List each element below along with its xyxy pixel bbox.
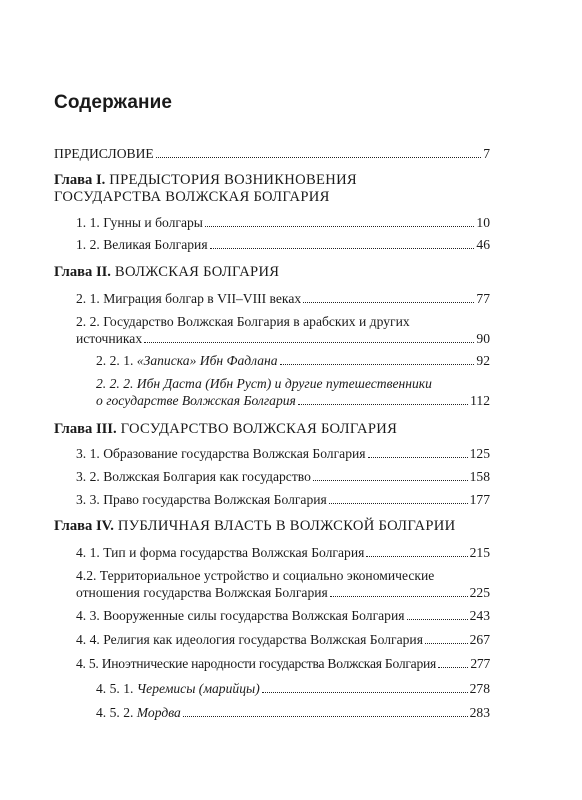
entry-label: 4. 1. Тип и форма государства Волжская Болгария <box>76 545 365 560</box>
page-number: 277 <box>470 656 490 671</box>
chapter-prefix: Глава III. <box>54 421 117 437</box>
chapter-2-heading[interactable] <box>54 264 279 281</box>
toc-entry-1-2[interactable] <box>76 236 490 253</box>
page-number: 112 <box>470 393 490 408</box>
toc-entry-2-2-line1[interactable]: 2. 2. Государство Волжская Болгария в арабских и других <box>76 314 410 329</box>
dot-leader <box>329 503 468 504</box>
toc-entry-4-2-line1[interactable]: 4.2. Территориальное устройство и социально экономические <box>76 568 435 583</box>
toc-entry-3-1[interactable] <box>76 445 490 462</box>
chapter-1-heading-line2: ГОСУДАРСТВА ВОЛЖСКАЯ БОЛГАРИЯ <box>54 189 330 205</box>
entry-label: 4. 4. Религия как идеология государства Волжская Болгария <box>76 632 423 647</box>
chapter-title: ПУБЛИЧНАЯ ВЛАСТЬ В ВОЛЖСКОЙ БОЛГАРИИ <box>113 518 456 534</box>
entry-label: о государстве Волжская Болгария <box>96 393 296 408</box>
chapter-4-heading[interactable] <box>54 518 455 535</box>
toc-entry-4-3[interactable] <box>76 607 490 624</box>
entry-label <box>96 352 278 369</box>
chapter-prefix: Глава I. <box>54 172 106 188</box>
dot-leader <box>303 302 474 303</box>
entry-label: ПРЕДИСЛОВИЕ <box>54 146 154 161</box>
entry-label: 4. 5. Иноэтнические народности государства Волжская Болгария <box>76 656 437 671</box>
page-number: 243 <box>469 608 490 623</box>
page-number: 7 <box>483 146 490 161</box>
toc-entry-2-2[interactable] <box>76 330 490 347</box>
page-number: 46 <box>476 237 490 252</box>
entry-label: 2. 1. Миграция болгар в VII–VIII веках <box>76 291 302 306</box>
toc-entry-4-1[interactable] <box>76 544 490 561</box>
dot-leader <box>368 457 468 458</box>
toc-entry-4-5[interactable] <box>76 655 490 672</box>
dot-leader <box>313 480 468 481</box>
entry-label <box>96 704 181 721</box>
dot-leader <box>425 643 468 644</box>
entry-label: 1. 1. Гунны и болгары <box>76 215 203 230</box>
page-number: 125 <box>469 446 490 461</box>
entry-label: 3. 3. Право государства Волжская Болгария <box>76 492 327 507</box>
chapter-prefix: Глава II. <box>54 264 111 280</box>
page-title: Содержание <box>54 92 173 113</box>
entry-label: 3. 2. Волжская Болгария как государство <box>76 469 311 484</box>
entry-title: Черемисы (марийцы) <box>136 681 260 696</box>
dot-leader <box>205 226 474 227</box>
page-number: 177 <box>469 492 490 507</box>
entry-title: Мордва <box>136 705 181 720</box>
entry-label: 3. 1. Образование государства Волжская Болгария <box>76 446 366 461</box>
toc-entry-preface[interactable] <box>54 145 490 162</box>
chapter-prefix: Глава IV. <box>54 518 114 534</box>
toc-entry-4-4[interactable] <box>76 631 490 648</box>
page-number: 225 <box>469 585 490 600</box>
dot-leader <box>262 692 468 693</box>
entry-number: 4. 5. 2. <box>96 705 134 720</box>
toc-entry-4-5-2[interactable] <box>96 704 490 721</box>
entry-number: 4. 5. 1. <box>96 681 134 696</box>
entry-label <box>96 680 260 697</box>
page-number: 283 <box>469 705 490 720</box>
entry-title: «Записка» Ибн Фадлана <box>136 353 278 368</box>
dot-leader <box>438 667 468 668</box>
toc-entry-2-2-1[interactable] <box>96 352 490 369</box>
chapter-title-line1: ПРЕДЫСТОРИЯ ВОЗНИКНОВЕНИЯ <box>105 172 357 188</box>
dot-leader <box>298 404 468 405</box>
dot-leader <box>144 342 474 343</box>
entry-label: 1. 2. Великая Болгария <box>76 237 208 252</box>
toc-entry-2-1[interactable] <box>76 290 490 307</box>
dot-leader <box>407 619 468 620</box>
dot-leader <box>183 716 468 717</box>
page-number: 215 <box>469 545 490 560</box>
toc-entry-2-2-2-line1[interactable]: 2. 2. 2. Ибн Даста (Ибн Руст) и другие путешественники <box>96 376 432 391</box>
dot-leader <box>280 364 475 365</box>
page-number: 90 <box>476 331 490 346</box>
toc-entry-3-2[interactable] <box>76 468 490 485</box>
page-number: 158 <box>469 469 490 484</box>
entry-label: источниках <box>76 331 143 346</box>
toc-entry-4-2[interactable] <box>76 584 490 601</box>
toc-entry-4-5-1[interactable] <box>96 680 490 697</box>
dot-leader <box>156 157 481 158</box>
dot-leader <box>330 596 468 597</box>
entry-label: отношения государства Волжская Болгария <box>76 585 328 600</box>
toc-entry-2-2-2[interactable] <box>96 392 490 409</box>
page-number: 77 <box>476 291 490 306</box>
toc-entry-1-1[interactable] <box>76 214 490 231</box>
dot-leader <box>366 556 467 557</box>
toc-entry-3-3[interactable] <box>76 491 490 508</box>
chapter-title: ВОЛЖСКАЯ БОЛГАРИЯ <box>110 264 280 280</box>
page-number: 92 <box>476 353 490 368</box>
dot-leader <box>210 248 475 249</box>
entry-number: 2. 2. 1. <box>96 353 134 368</box>
chapter-title: ГОСУДАРСТВО ВОЛЖСКАЯ БОЛГАРИЯ <box>116 421 398 437</box>
page-number: 267 <box>469 632 490 647</box>
page-number: 278 <box>469 681 490 696</box>
entry-label: 4. 3. Вооруженные силы государства Волжская Болгария <box>76 608 405 623</box>
chapter-1-heading[interactable] <box>54 172 357 189</box>
chapter-3-heading[interactable] <box>54 421 397 438</box>
page-number: 10 <box>476 215 490 230</box>
